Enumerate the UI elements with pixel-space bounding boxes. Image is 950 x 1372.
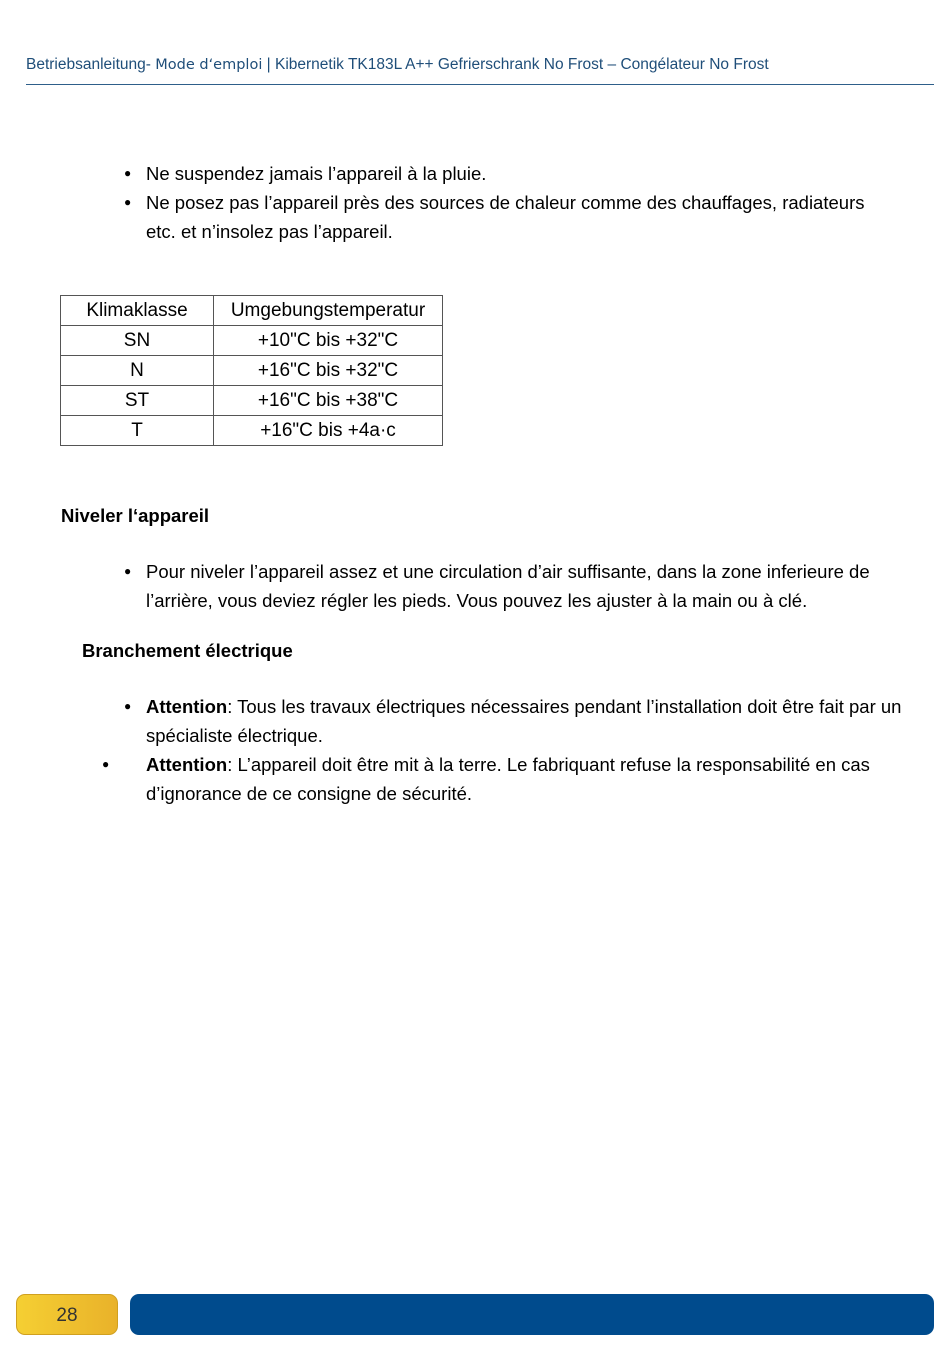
table-row	[61, 416, 443, 446]
climate-class-table	[60, 295, 443, 446]
header-rest: | Kibernetik TK183L A++ Gefrierschrank No Frost – Congélateur No Frost	[262, 56, 769, 73]
niveler-bullet-list	[124, 557, 904, 615]
list-item	[124, 692, 904, 750]
section-heading-niveler: Niveler l‘appareil	[61, 505, 210, 526]
intro-bullet-list	[124, 159, 884, 246]
header-prefix: Betriebsanleitung-	[26, 56, 156, 73]
list-item	[124, 159, 884, 188]
bullet-icon: ●	[124, 699, 132, 713]
attention-text: : Tous les travaux électriques nécessaires pendant l’installation doit être fait par un spécialiste électrique.	[146, 696, 902, 746]
branchement-bullet-list	[102, 692, 904, 808]
table-cell: +16"C bis +4a·c	[214, 416, 443, 446]
table-cell: T	[61, 416, 214, 446]
bullet-text: Ne posez pas l’appareil près des sources de chaleur comme des chauffages, radiateurs etc. et n’insolez pas l’appareil.	[146, 192, 865, 242]
list-item	[124, 557, 904, 615]
header-emph: Mode d‘emploi	[155, 57, 263, 73]
table-cell: +16"C bis +32"C	[214, 356, 443, 386]
running-header	[26, 56, 932, 74]
table-row	[61, 326, 443, 356]
table-cell: N	[61, 356, 214, 386]
section-heading-branchement: Branchement électrique	[82, 640, 293, 661]
table-header-cell: Klimaklasse	[61, 296, 214, 326]
attention-label: Attention	[146, 696, 228, 717]
bullet-text: Pour niveler l’appareil assez et une circulation d’air suffisante, dans la zone inferieure de l’arrière, vous deviez régler les pieds. Vous pouvez les ajuster à la main ou à clé.	[146, 561, 870, 611]
list-item	[124, 188, 884, 246]
table-cell: +16"C bis +38"C	[214, 386, 443, 416]
bullet-icon: ●	[102, 757, 110, 771]
table-header-row	[61, 296, 443, 326]
page-number-badge: 28	[16, 1294, 118, 1335]
list-item	[102, 750, 904, 808]
bullet-icon: ●	[124, 166, 132, 180]
bullet-icon: ●	[124, 564, 132, 578]
bullet-text	[146, 692, 904, 750]
bullet-text: Ne suspendez jamais l’appareil à la pluie.	[146, 163, 487, 184]
header-divider	[26, 84, 934, 85]
attention-label: Attention	[146, 754, 228, 775]
table-header-cell: Umgebungstemperatur	[214, 296, 443, 326]
table-cell: +10"C bis +32"C	[214, 326, 443, 356]
table-cell: SN	[61, 326, 214, 356]
bullet-icon: ●	[124, 195, 132, 209]
bullet-text	[146, 750, 904, 808]
table-row	[61, 386, 443, 416]
table-row	[61, 356, 443, 386]
attention-text: : L’appareil doit être mit à la terre. Le fabriquant refuse la responsabilité en cas d’ignorance de ce consigne de sécurité.	[146, 754, 870, 804]
footer-bar	[130, 1294, 934, 1335]
table-cell: ST	[61, 386, 214, 416]
